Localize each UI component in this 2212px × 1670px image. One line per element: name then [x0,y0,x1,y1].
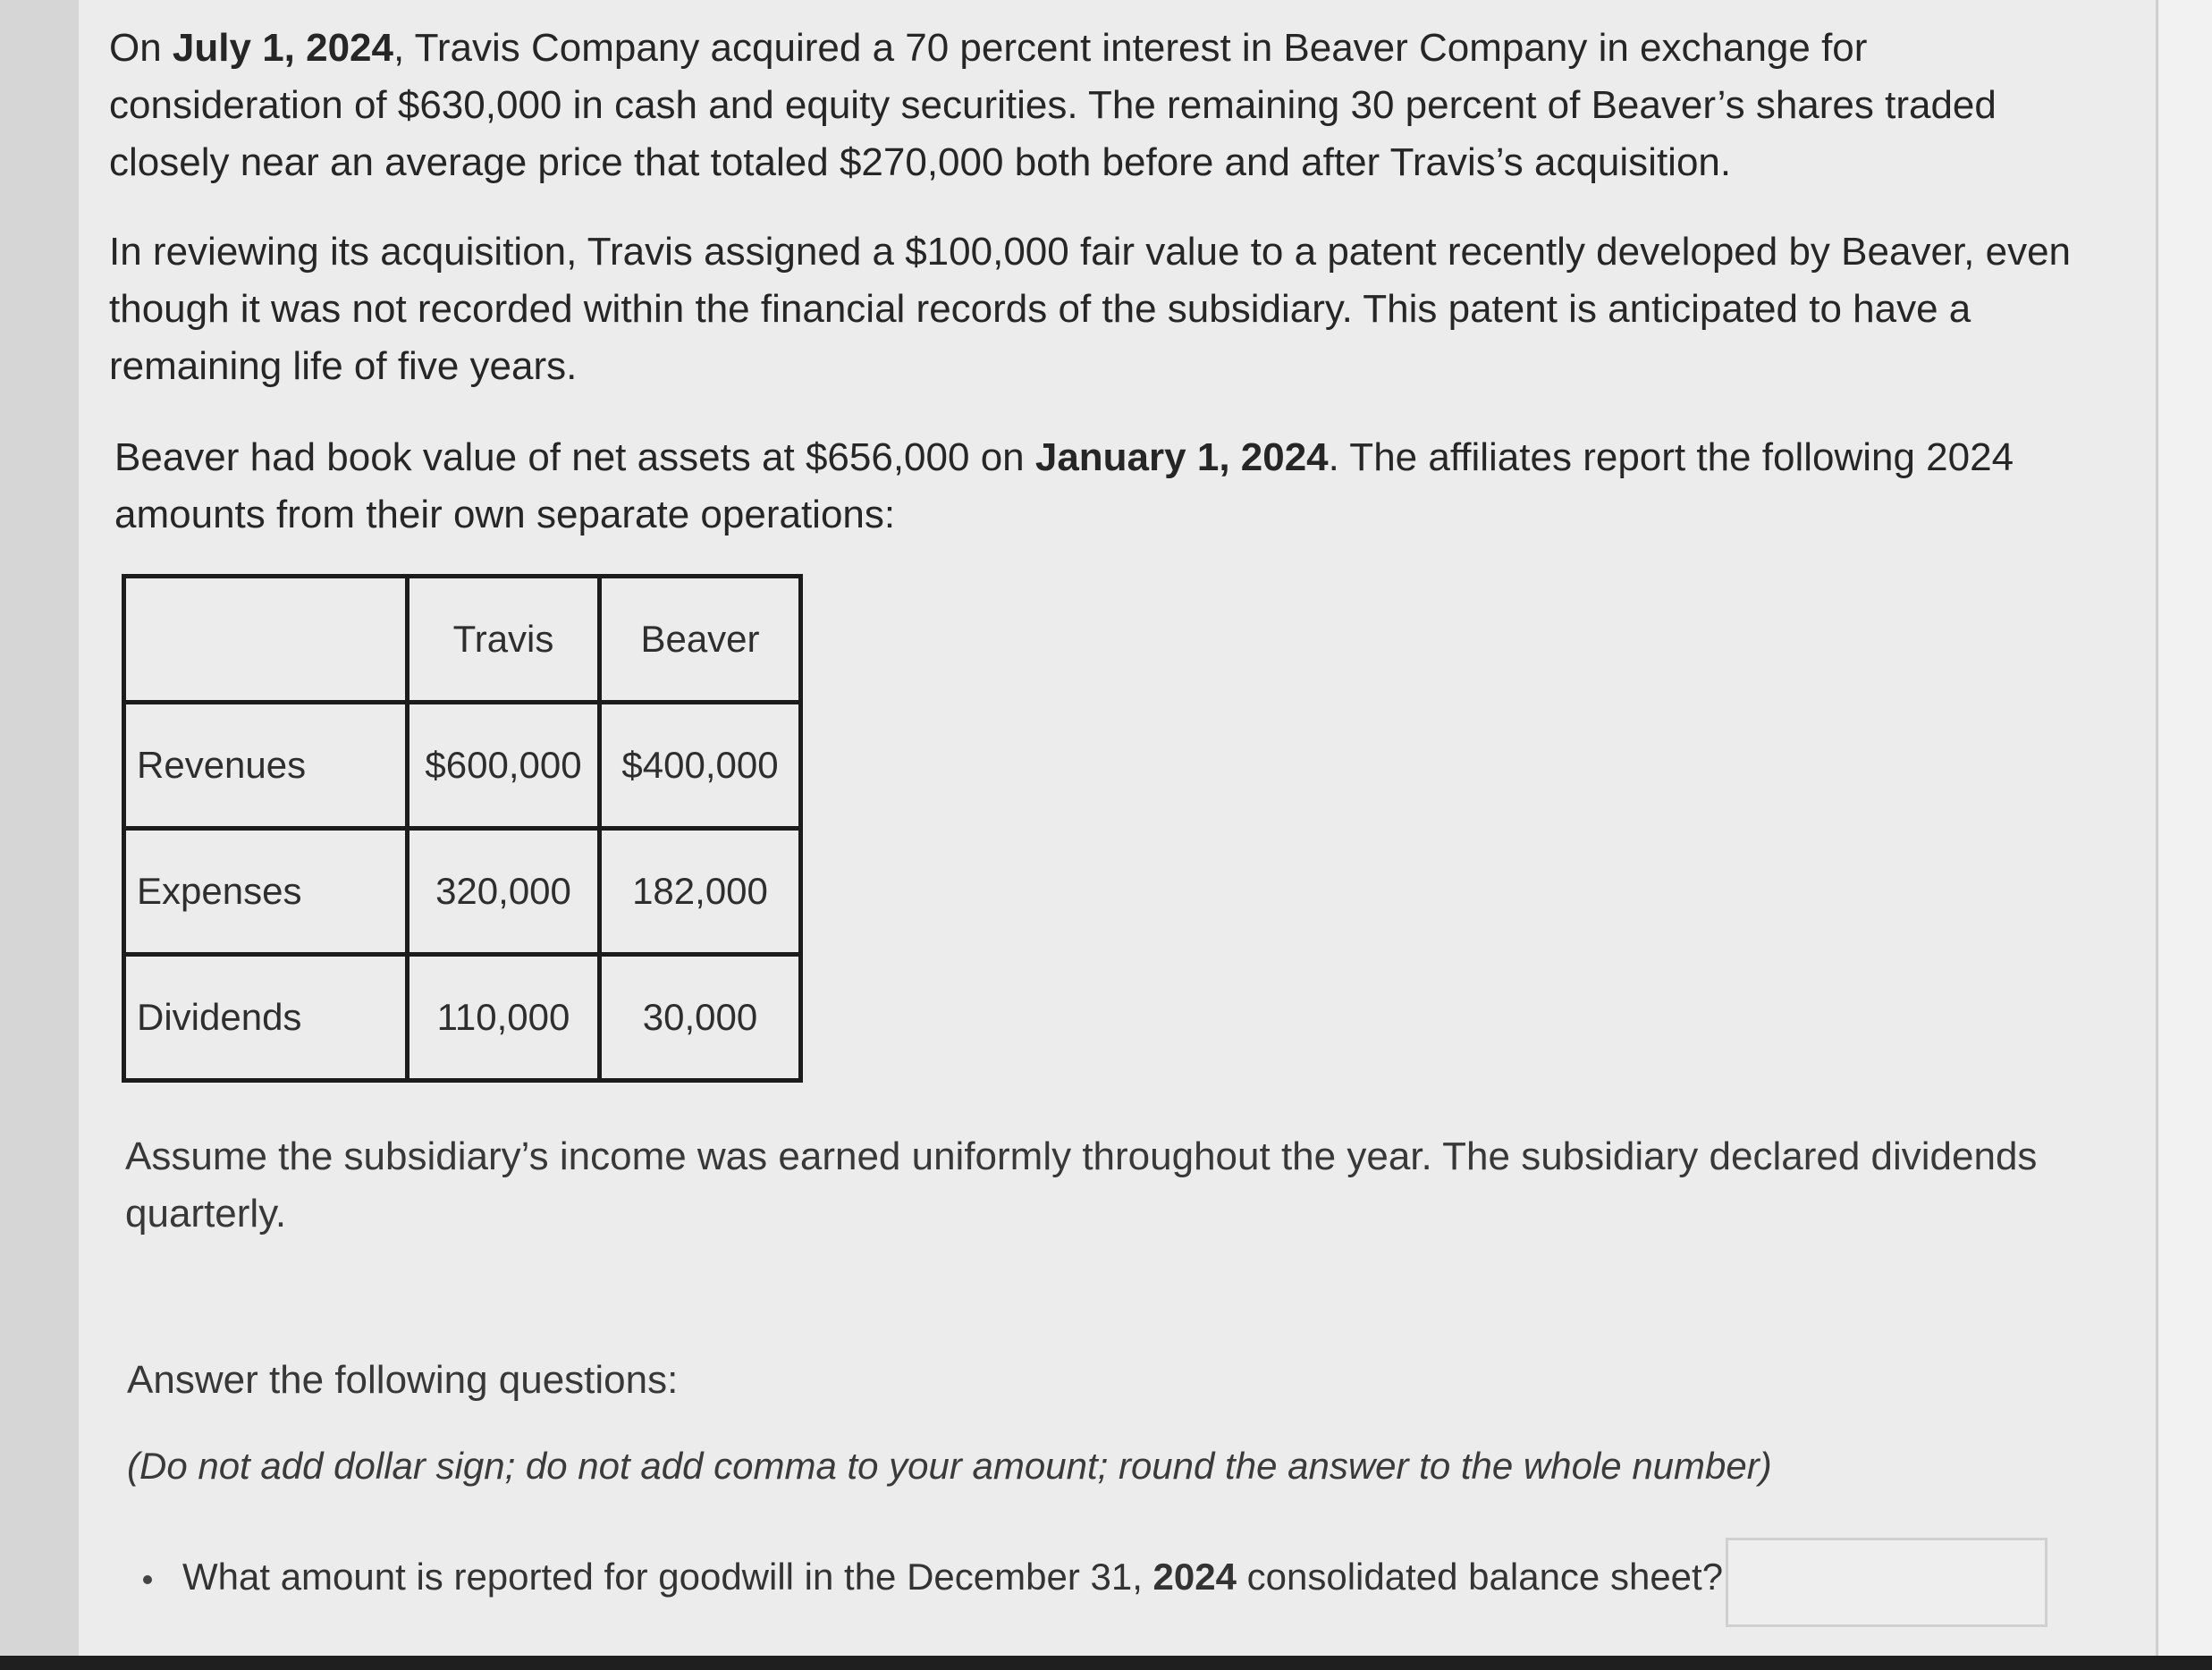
travis-value: 110,000 [408,955,600,1081]
left-margin [0,0,79,1670]
table-header-row [124,577,801,703]
table-row [124,703,801,829]
question-goodwill [143,1556,1723,1598]
question-pre: What amount is reported for goodwill in the December 31, [182,1556,1153,1598]
right-margin [2156,0,2212,1670]
table-row [124,829,801,955]
question-year: 2024 [1152,1556,1237,1598]
p1-date: July 1, 2024 [172,26,393,70]
beaver-value: 30,000 [600,955,801,1081]
paragraph-assumption: Assume the subsidiary’s income was earned uniformly throughout the year. The subsidiary declared dividends quarterly. [125,1134,2038,1236]
table-header-travis: Travis [408,577,600,703]
row-label: Revenues [124,703,408,829]
table-header-beaver: Beaver [600,577,801,703]
p1-pre: On [109,26,173,70]
travis-value: 320,000 [408,829,600,955]
p3-date: January 1, 2024 [1034,435,1329,479]
paragraph-book-value [114,429,2117,544]
row-label: Dividends [124,955,408,1081]
paragraph-acquisition [109,20,2112,191]
instructions-note: (Do not add dollar sign; do not add comma to your amount; round the answer to the whole number) [127,1445,1772,1487]
bullet-icon [143,1575,152,1584]
row-label: Expenses [124,829,408,955]
financial-table [122,574,803,1083]
goodwill-answer-input[interactable] [1726,1538,2047,1627]
paragraph-patent: In reviewing its acquisition, Travis assigned a $100,000 fair value to a patent recently developed by Beaver, even though it was not recorded within the financial records of the subsidiary. This patent is anticipated to have a remaining life of five years. [109,230,2072,388]
beaver-value: 182,000 [600,829,801,955]
bottom-edge [0,1656,2212,1670]
p3-post: . The affiliates report the following 2024 amounts from their own separate operations: [114,435,2014,536]
table-row [124,955,801,1081]
p1-post: , Travis Company acquired a 70 percent interest in Beaver Company in exchange for consideration of $630,000 in cash and equity securities. The remaining 30 percent of Beaver’s shares traded closely near an average price that totaled $270,000 both before and after Travis’s acquisition. [109,26,1997,184]
beaver-value: $400,000 [600,703,801,829]
question-post: consolidated balance sheet? [1236,1556,1724,1598]
p3-pre: Beaver had book value of net assets at $656,000 on [114,435,1035,479]
table-header-blank [124,577,408,703]
instructions-heading: Answer the following questions: [127,1358,679,1402]
travis-value: $600,000 [408,703,600,829]
